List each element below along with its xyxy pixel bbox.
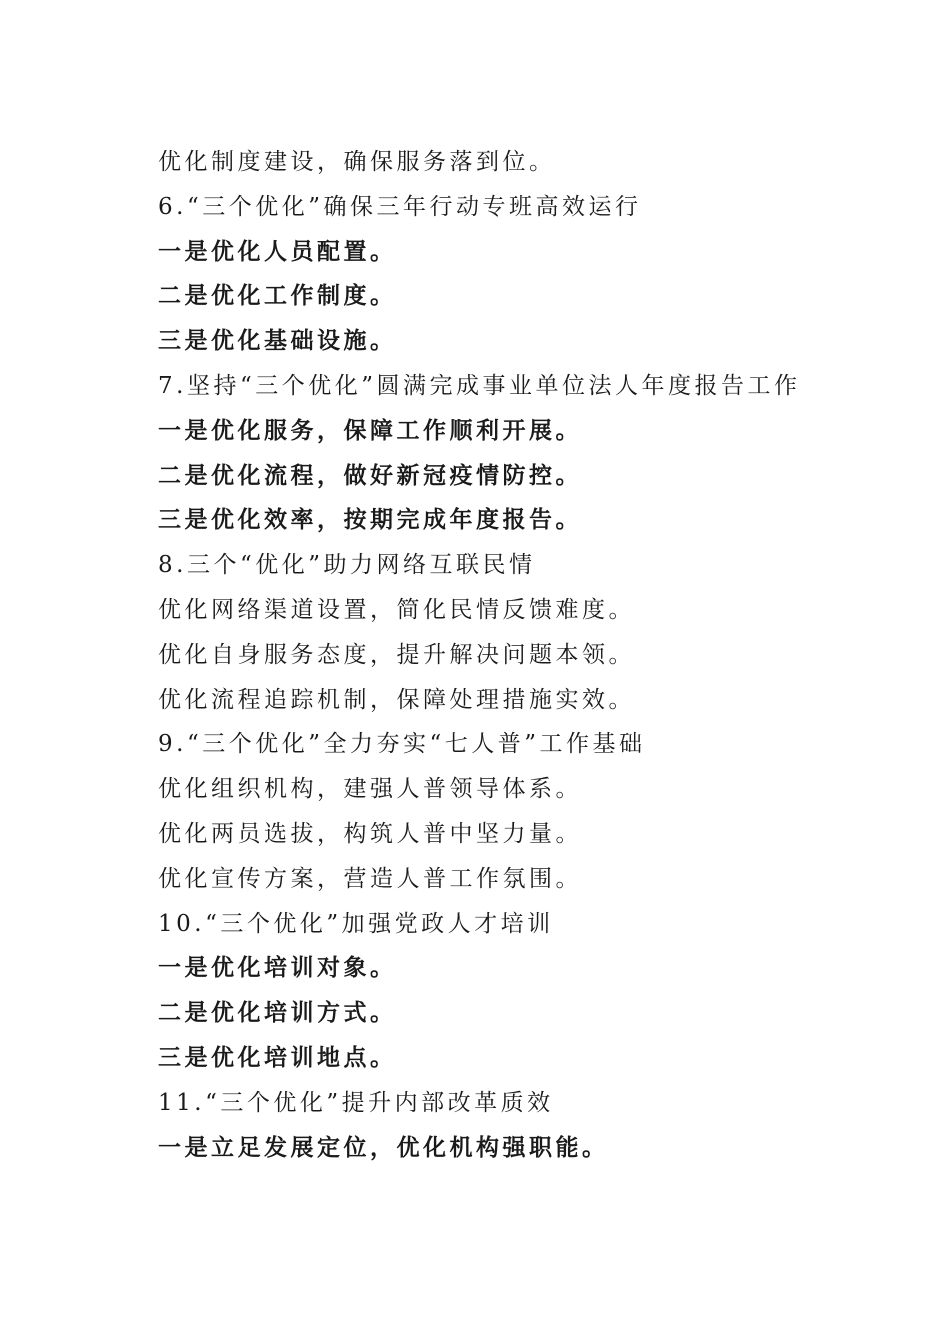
section-heading: 8.三个“优化”助力网络互联民情 [158,552,536,579]
section-heading: 11.“三个优化”提升内部改革质效 [158,1089,554,1116]
body-line: 优化流程追踪机制，保障处理措施实效。 [158,686,635,713]
body-line: 优化自身服务态度，提升解决问题本领。 [158,641,635,668]
body-line: 优化制度建设，确保服务落到位。 [158,149,556,175]
list-item: 一是优化人员配置。 [158,237,397,265]
list-item: 三是优化效率，按期完成年度报告。 [158,506,582,534]
list-item: 一是优化培训对象。 [158,954,397,982]
body-line: 优化网络渠道设置，简化民情反馈难度。 [158,596,635,623]
section-heading: 9.“三个优化”全力夯实“七人普”工作基础 [158,731,646,758]
section-heading: 6.“三个优化”确保三年行动专班高效运行 [158,193,642,220]
list-item: 三是优化基础设施。 [158,327,397,355]
list-item: 二是优化工作制度。 [158,282,397,310]
section-heading: 7.坚持“三个优化”圆满完成事业单位法人年度报告工作 [158,372,801,399]
list-item: 一是优化服务，保障工作顺利开展。 [158,416,582,444]
list-item: 二是优化流程，做好新冠疫情防控。 [158,461,582,489]
section-heading: 10.“三个优化”加强党政人才培训 [158,910,554,937]
list-item: 一是立足发展定位，优化机构强职能。 [158,1133,609,1161]
body-line: 优化组织机构，建强人普领导体系。 [158,776,582,803]
list-item: 三是优化培训地点。 [158,1043,397,1071]
body-line: 优化两员选拔，构筑人普中坚力量。 [158,820,582,847]
document-body [158,140,918,1170]
list-item: 二是优化培训方式。 [158,999,397,1027]
body-line: 优化宣传方案，营造人普工作氛围。 [158,865,582,892]
